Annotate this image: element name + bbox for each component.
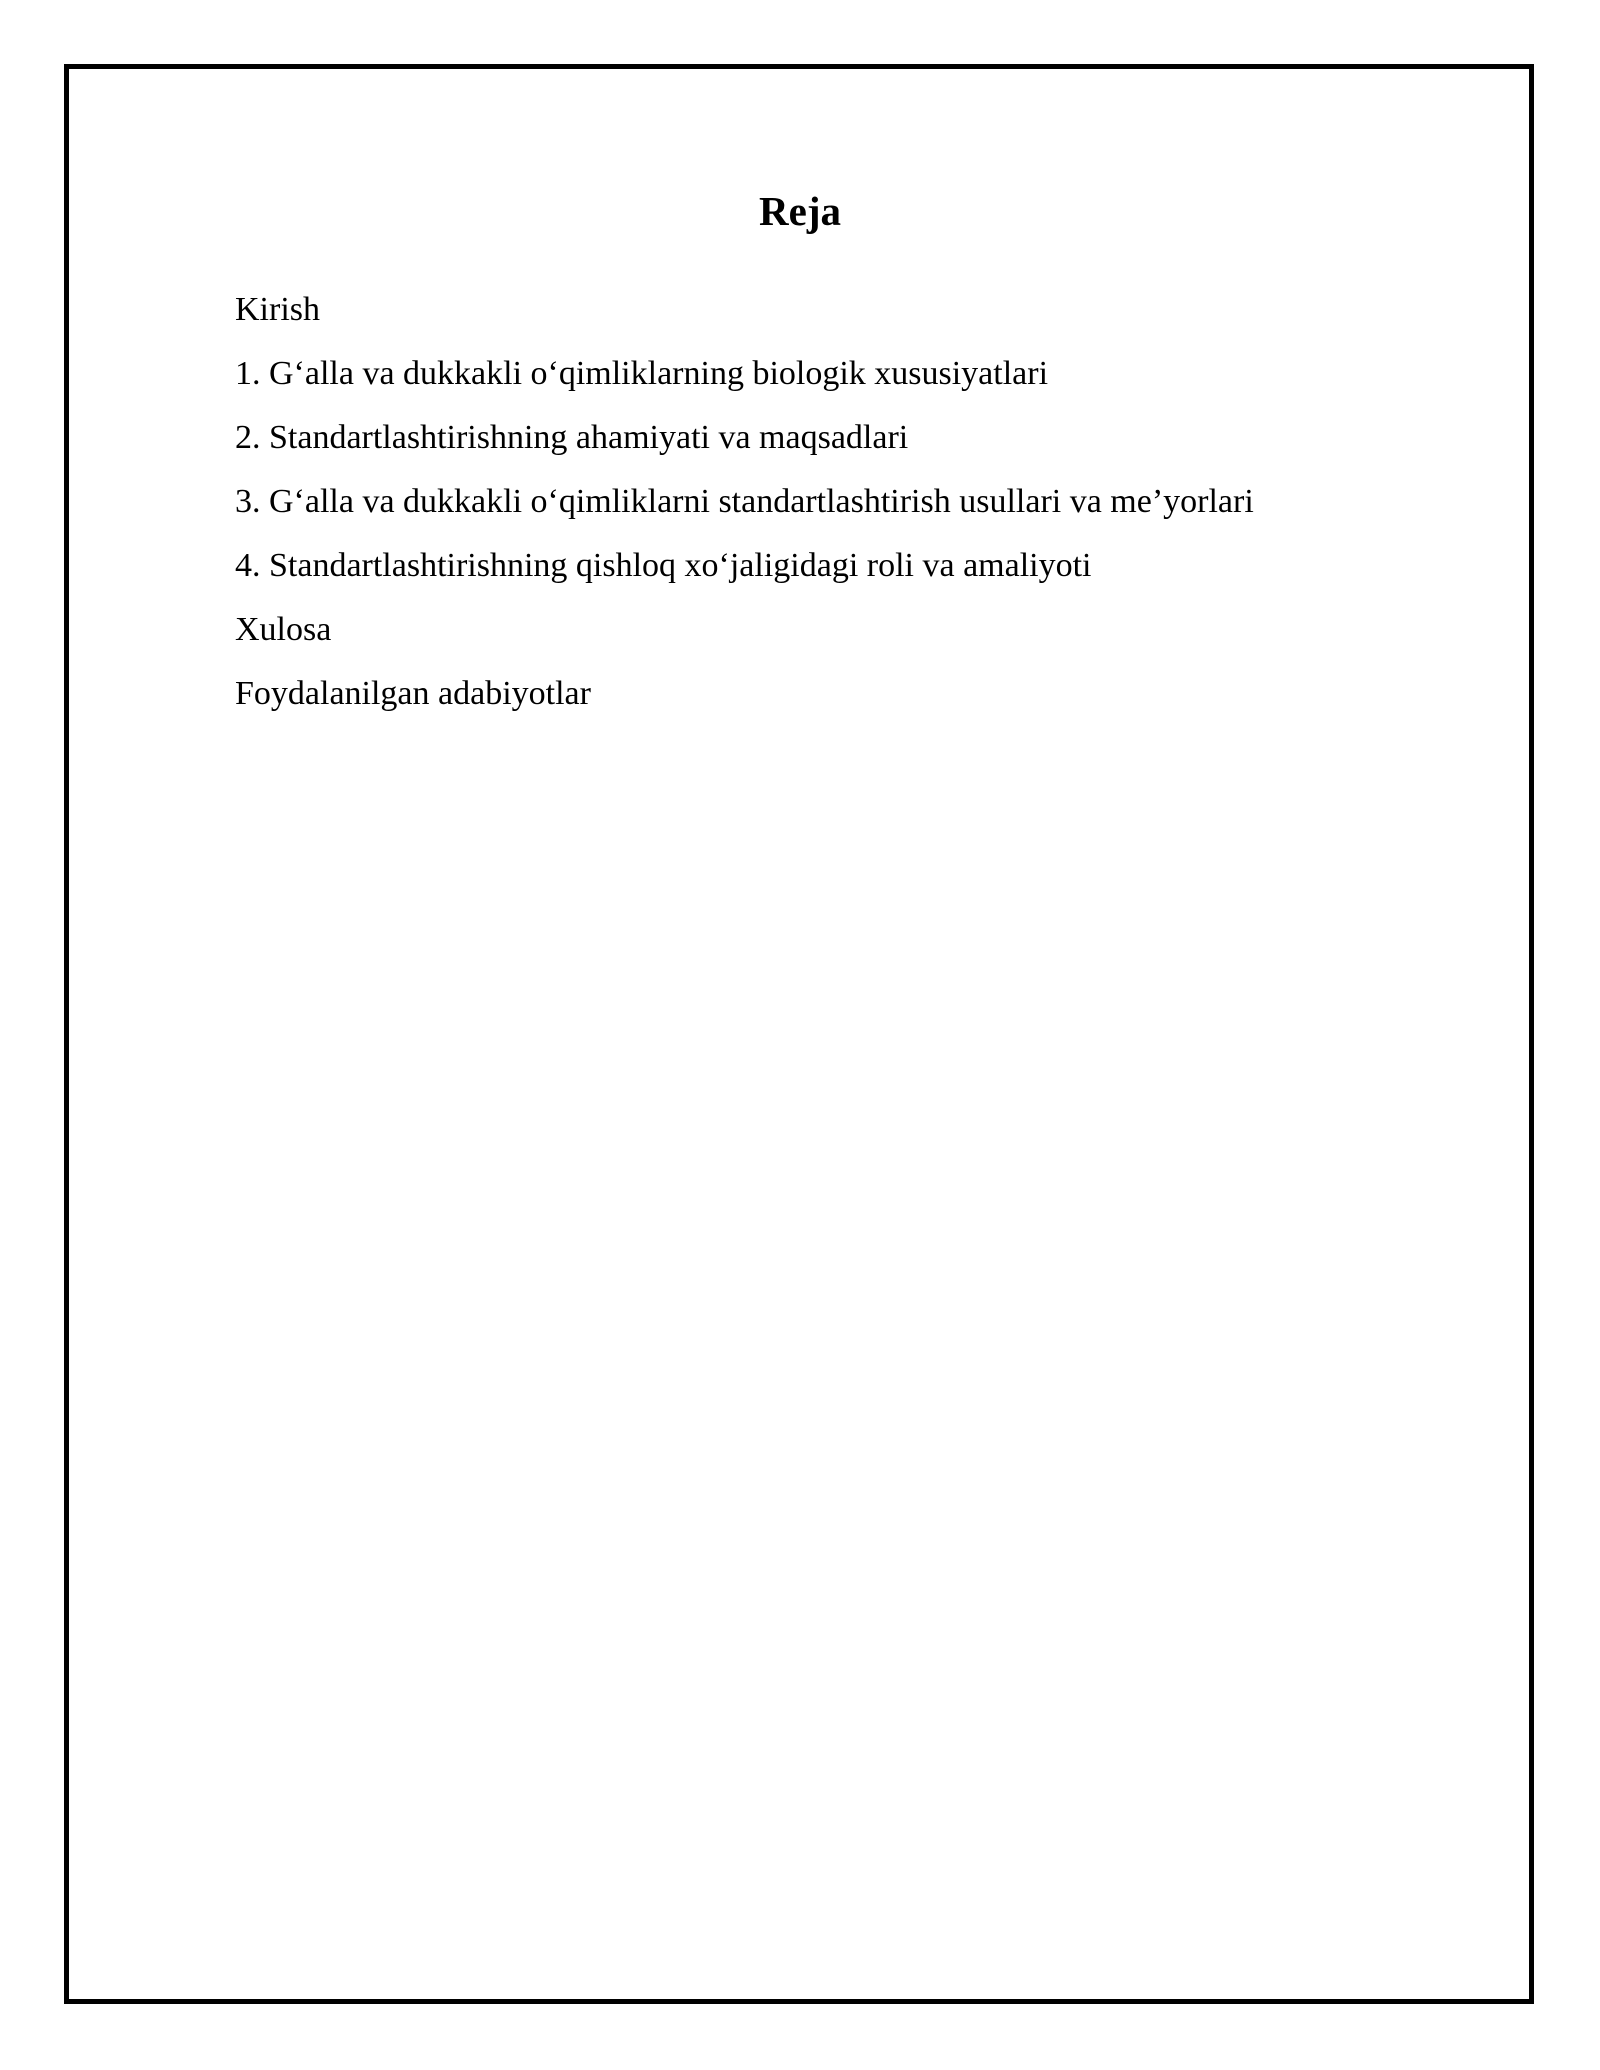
table-of-contents [235,290,1254,738]
toc-item-2: 2. Standartlashtirishning ahamiyati va maqsadlari [235,419,909,456]
toc-item-3: 3. G‘alla va dukkakli o‘qimliklarni standartlashtirish usullari va me’yorlari [235,483,1254,520]
toc-item-1: 1. G‘alla va dukkakli o‘qimliklarning biologik xususiyatlari [235,355,1049,392]
toc-item-4: 4. Standartlashtirishning qishloq xo‘jaligidagi roli va amaliyoti [235,547,1092,584]
toc-item-conclusion: Xulosa [235,611,332,648]
toc-item-references: Foydalanilgan adabiyotlar [235,675,591,712]
toc-item-introduction: Kirish [235,291,320,328]
page-title: Reja [759,188,841,234]
